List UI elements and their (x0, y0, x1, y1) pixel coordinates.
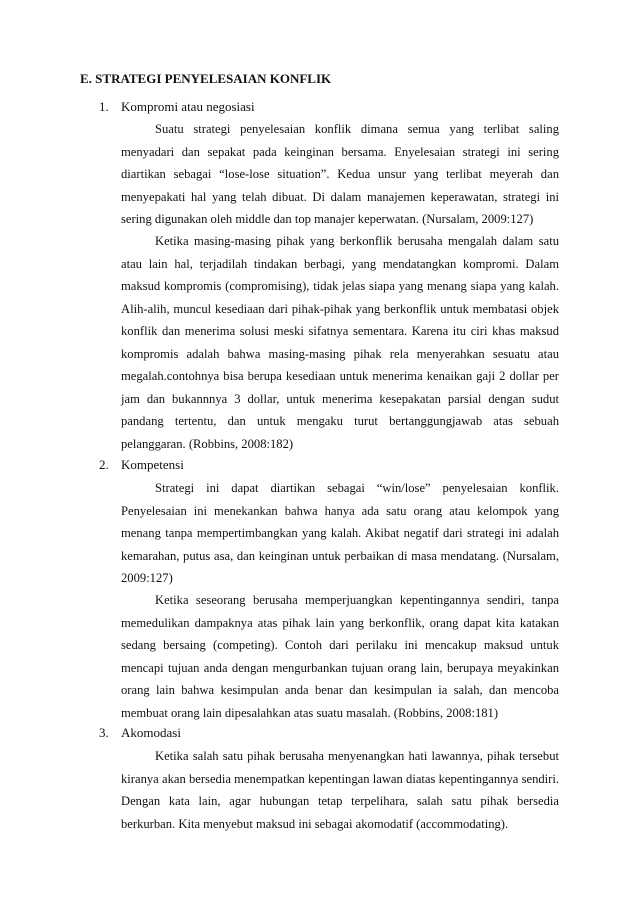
item-title-kompromi: Kompromi atau negosiasi (121, 99, 255, 114)
paragraph-akomodasi-definition: Ketika salah satu pihak berusaha menyenangkan hati lawannya, pihak tersebut kiranya akan bersedia menempatkan kepentingan lawan diatas kepentingannya sendiri. Dengan kata lain, agar hubungan tetap terpelihara, salah satu pihak bersedia berkurban. Kita menyebut maksud ini sebagai akomodatif (accommodating). (121, 749, 559, 831)
paragraph-kompetensi-robbins: Ketika seseorang berusaha memperjuangkan kepentingannya sendiri, tanpa memedulikan dampaknya atas pihak lain yang berkonflik, orang dapat kita katakan sedang bersaing (competing). Contoh dari perilaku ini mencakup maksud untuk mencapi tujuan anda dengan mengurbankan tujuan orang lain, berupaya meyakinkan orang lain bahwa kesimpulan anda benar dan kesimpulan ia salah, dan mencoba membuat orang lain dipesalahkan atas suatu masalah. (Robbins, 2008:181) (121, 593, 559, 720)
item-number-2: 2. (99, 457, 109, 472)
item-title-kompetensi: Kompetensi (121, 457, 184, 472)
paragraph-kompromi-definition: Suatu strategi penyelesaian konflik dimana semua yang terlibat saling menyadari dan sepakat pada keinginan bersama. Enyelesaian strategi ini sering diartikan sebagai “lose-lose situation”. Kedua unsur yang terlibat meyerah dan menyepakati hal yang telah dibuat. Di dalam manajemen keperawatan, strategi ini sering digunakan oleh middle dan top manajer keperwatan. (Nursalam, 2009:127) (121, 122, 559, 227)
section-heading: E. STRATEGI PENYELESAIAN KONFLIK (80, 71, 332, 86)
item-number-1: 1. (99, 99, 109, 114)
paragraph-kompetensi-definition: Strategi ini dapat diartikan sebagai “win/lose” penyelesaian konflik. Penyelesaian ini menekankan bahwa hanya ada satu orang atau kelompok yang menang tanpa mempertimbangkan yang kalah. Akibat negatif dari strategi ini adalah kemarahan, putus asa, dan keinginan untuk perbaikan di masa mendatang. (Nursalam, 2009:127) (121, 481, 559, 586)
item-title-akomodasi: Akomodasi (121, 725, 181, 740)
paragraph-kompromi-robbins: Ketika masing-masing pihak yang berkonflik berusaha mengalah dalam satu atau lain hal, terjadilah tindakan berbagi, yang mendatangkan kompromi. Dalam maksud kompromis (compromising), tidak jelas siapa yang menang siapa yang kalah. Alih-alih, muncul kesediaan dari pihak-pihak yang berkonflik untuk membatasi objek konflik dan menerima solusi meski sifatnya sementara. Karena itu ciri khas maksud kompromis adalah bahwa masing-masing pihak rela menyerahkan sesuatu atau megalah.contohnya bisa berupa kesediaan untuk menerima kenaikan gaji 2 dollar per jam dan bukannnya 3 dollar, untuk menerima kesepakatan parsial dengan sudut pandang tertentu, dan untuk mengaku turut bertanggungjawab atas sebuah pelanggaran. (Robbins, 2008:182) (121, 234, 559, 451)
item-number-3: 3. (99, 725, 109, 740)
